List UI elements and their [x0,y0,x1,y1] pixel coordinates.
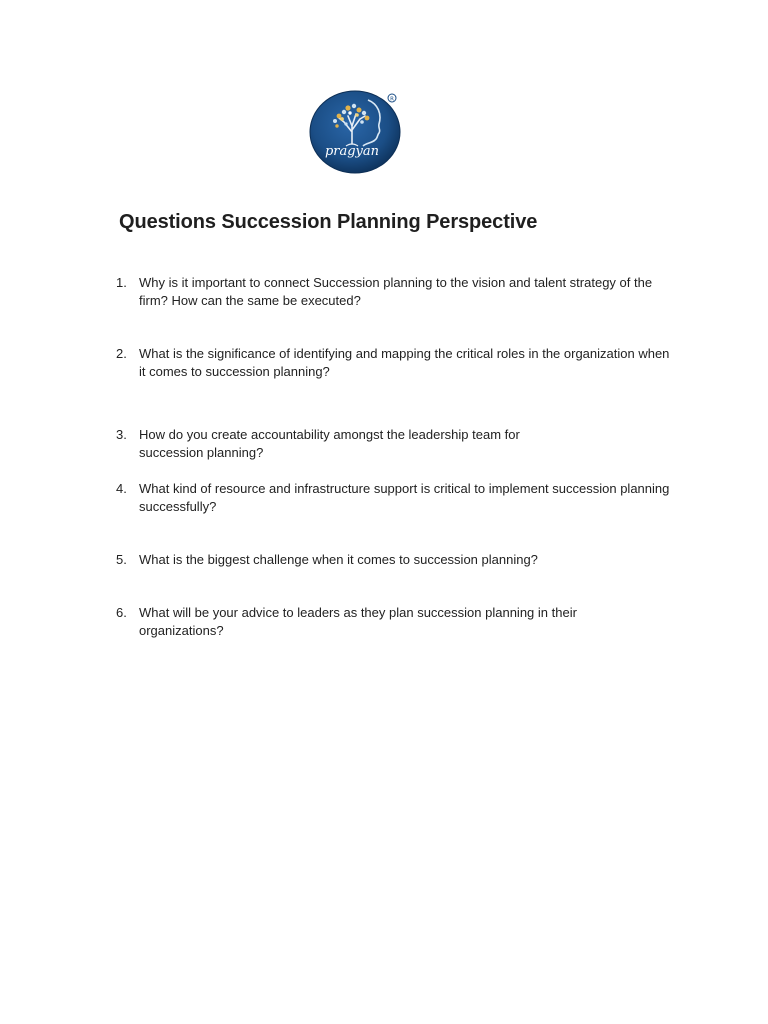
question-number: 6. [116,605,127,620]
question-item [116,604,636,639]
question-item [116,551,676,569]
question-number: 1. [116,275,127,290]
question-item [116,345,676,380]
logo-brand-text: pragyan [324,144,380,159]
question-text: How do you create accountability amongst the leadership team for succession planning? [139,427,520,460]
question-text: Why is it important to connect Succession planning to the vision and talent strategy of the firm? How can the same be executed? [139,275,653,308]
question-text: What kind of resource and infrastructure support is critical to implement succession planning successfully? [139,481,670,514]
question-number: 2. [116,346,127,361]
pragyan-logo [306,88,406,176]
question-item [116,426,566,461]
question-number: 5. [116,552,127,567]
registered-mark: R [390,96,394,103]
question-item [116,274,676,309]
question-text: What is the significance of identifying and mapping the critical roles in the organization when it comes to succession planning? [139,346,670,379]
question-text: What will be your advice to leaders as they plan succession planning in their organizations? [139,605,577,638]
question-text: What is the biggest challenge when it comes to succession planning? [139,552,538,567]
document-title: Questions Succession Planning Perspective [119,211,538,233]
tree-logo-icon [306,88,406,176]
question-number: 4. [116,481,127,496]
question-item [116,480,676,515]
question-number: 3. [116,427,127,442]
